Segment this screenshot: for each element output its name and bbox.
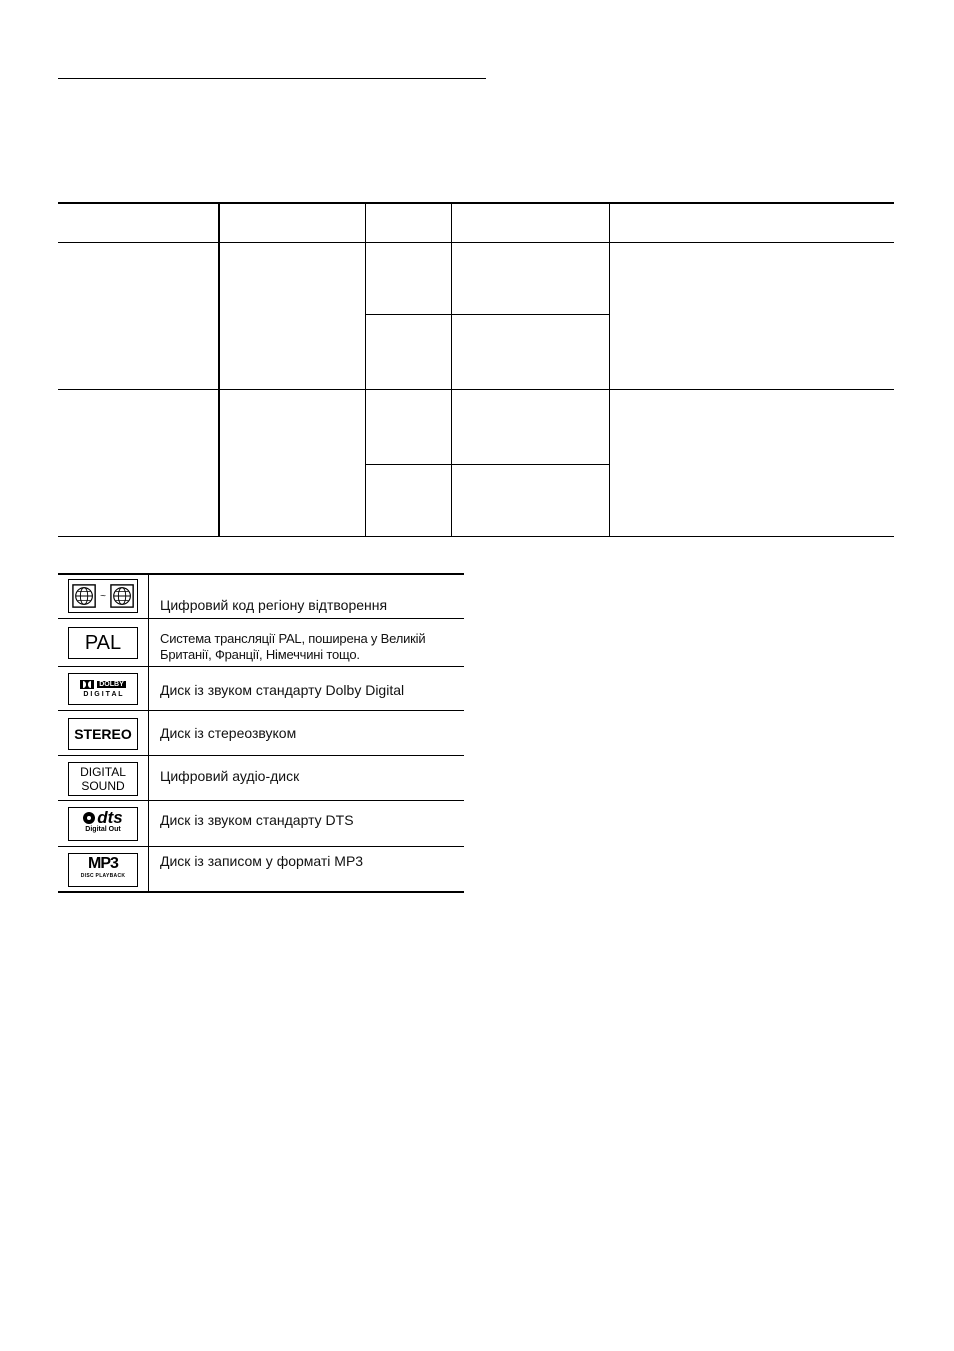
legend-text: Диск із звуком стандарту Dolby Digital: [160, 682, 405, 698]
pal-icon: PAL: [68, 627, 138, 659]
dolby-digital-icon: DOLBY D I G I T A L: [68, 673, 138, 705]
legend-text: Диск із стереозвуком: [160, 725, 297, 741]
dts-digital-out-icon: dts Digital Out: [68, 807, 138, 841]
legend-row: [58, 573, 464, 619]
legend-row: [58, 619, 464, 667]
legend-text: Диск із звуком стандарту DTS: [160, 812, 354, 828]
mp3-icon: MP3 DISC PLAYBACK: [68, 853, 138, 887]
disc-type-table: [58, 202, 894, 537]
legend-text: Диск із записом у форматі MP3: [160, 853, 364, 869]
legend-row: [58, 711, 464, 756]
header-rule: [58, 78, 486, 79]
legend-row: [58, 667, 464, 711]
stereo-icon: STEREO: [68, 718, 138, 750]
icon-legend-table: [58, 573, 464, 893]
region-code-icon: ~: [68, 579, 138, 613]
legend-row: [58, 756, 464, 801]
digital-sound-icon: DIGITAL SOUND: [68, 762, 138, 796]
legend-row: [58, 801, 464, 847]
legend-text: Система трансляції PAL, поширена у Великій Британії, Франції, Німеччині тощо.: [160, 631, 426, 662]
legend-text: Цифровий код регіону відтворення: [160, 597, 388, 613]
legend-row: [58, 847, 464, 892]
legend-text: Цифровий аудіо-диск: [160, 768, 300, 784]
